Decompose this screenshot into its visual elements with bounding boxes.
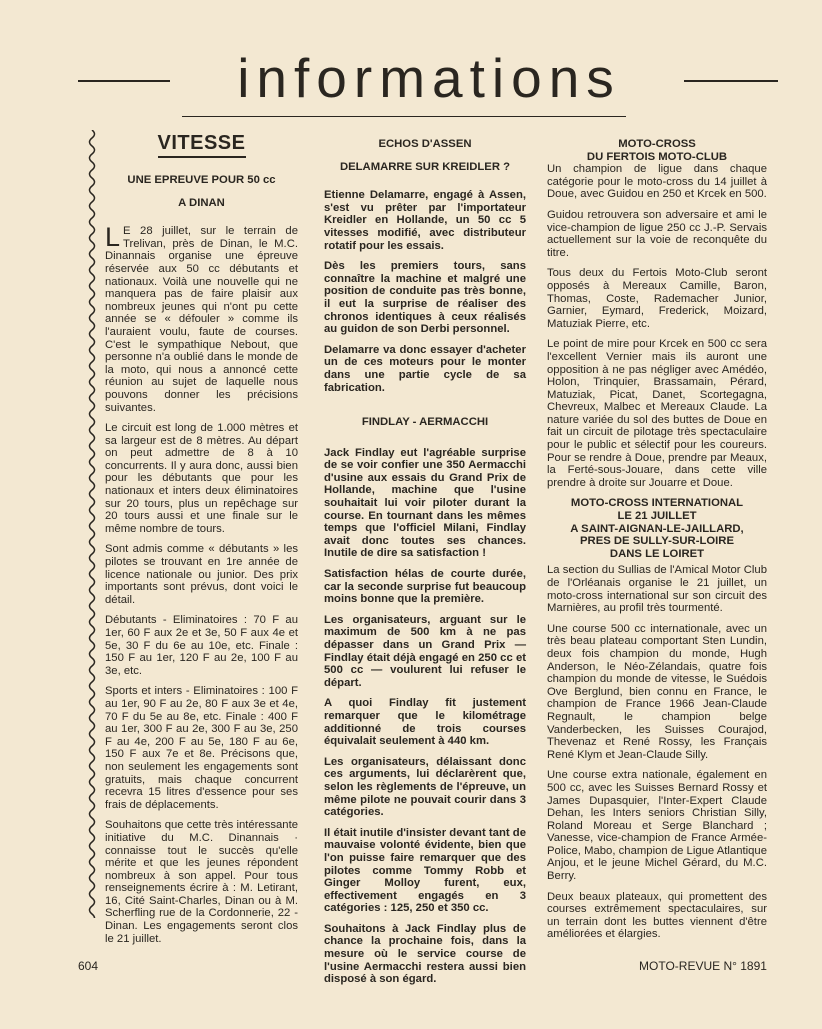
paragraph: Souhaitons à Jack Findlay plus de chance la prochaine fois, dans la mesure où le service course de l'usine Aermacchi restera aussi bien disposé à son égard. [324, 922, 526, 986]
paragraph: A quoi Findlay fit justement remarquer que le kilométrage additionné de trois courses équivalait seulement à 440 km. [324, 697, 526, 748]
paragraph: Souhaitons que cette très intéressante initiative du M.C. Dinannais · connaisse tout le succès qu'elle mérite et que les jeunes répondent nombreux à son appel. Pour tous renseignements écrire à : M. Letirant, 16, Cité Saint-Charles, Dinan ou à M. Scherfling rue de la Cordonnerie, 22 - Dinan. Les engagements seront clos le 21 juillet. [105, 819, 298, 945]
wavy-border-ornament [86, 130, 98, 918]
vitesse-heading: VITESSE [157, 132, 246, 154]
article-heading: MOTO-CROSS [618, 138, 696, 150]
paragraph: Débutants - Eliminatoires : 70 F au 1er, 60 F aux 2e et 3e, 50 F aux 4e et 5e, 30 F du 6e au 10e, etc. Finale : 150 F au 1er, 120 F au 2e, 100 F au 3e, etc. [105, 614, 298, 677]
paragraph: Delamarre va donc essayer d'acheter un de ces moteurs pour le monter dans une partie cycle de sa fabrication. [324, 343, 526, 394]
article-kicker: UNE EPREUVE POUR 50 cc [127, 174, 276, 186]
paragraph: Guidou retrouvera son adversaire et ami le vice-champion de ligue 250 cc J.-P. Servais actuellement sur la voie de reconquête du titre. [547, 208, 767, 259]
article-heading: FINDLAY - AERMACCHI [361, 416, 489, 429]
paragraph: La section du Sullias de l'Amical Motor Club de l'Orléanais organise le 21 juillet, un moto-cross international sur son circuit des Marnières, au profil très tourmenté. [547, 564, 767, 615]
masthead-underline [182, 116, 626, 117]
article-heading: DELAMARRE SUR KREIDLER ? [339, 160, 511, 173]
article-heading: MOTO-CROSS INTERNATIONAL [570, 497, 744, 510]
paragraph: Une course 500 cc internationale, avec un très beau plateau comportant Sten Lundin, deux fois champion du monde, Hugh Anderson, le Néo-Zélandais, quatre fois champion du monde de vitesse, le Suédois Ove Berglund, bien connu en France, le champion de France 1966 Jean-Claude Regnault, le champion belge Vanderbecken, les Suisses Courajod, Thevenaz et René Rossy, les Français René Klym et Jean-Claude Silly. [547, 622, 767, 761]
section-title: informations [237, 47, 621, 109]
paragraph: Le point de mire pour Krcek en 500 cc sera l'excellent Vernier mais ils auront une opposition à ne pas négliger avec Amédéo, Holon, Trinquier, Brassamain, Pérard, Matuziak, Picat, Danet, Scortegagna, Chevreux, Malbec et Mereaux Claude. La nature variée du sol des buttes de Doue en fait un circuit de pilotage très spectaculaire pour le public et sélectif pour les coureurs. Pour se rendre à Doue, prendre par Meaux, la Ferté-sous-Jouare, dans cette ville prendre à droite sur Jouarre et Doue. [547, 338, 767, 489]
paragraph: Les organisateurs, arguant sur le maximum de 500 km à ne pas dépasser dans un Grand Prix — Findlay était déjà engagé en 250 cc et 500 cc — voulurent lui refuser le départ. [324, 613, 526, 689]
paragraph: Le circuit est long de 1.000 mètres et sa largeur est de 8 mètres. Au départ on peut admettre de 8 à 10 concurrents. Il y aura donc, aussi bien pour les débutants que pour les nationaux et inters deux éliminatoires sur 20 tours, plus un repêchage sur 20 tours aussi et une finale sur le même nombre de tours. [105, 422, 298, 535]
masthead-rule-right [684, 80, 778, 82]
paragraph: Etienne Delamarre, engagé à Assen, s'est vu prêter par l'importateur Kreidler en Hollande, un 50 cc 5 vitesses modifié, avec distributeur rotatif pour les essais. [324, 189, 526, 252]
article-heading: LE 21 JUILLET [617, 510, 697, 523]
paragraph: Satisfaction hélas de courte durée, car la seconde surprise fut beaucoup moins bonne que la première. [324, 568, 526, 606]
paragraph: Jack Findlay eut l'agréable surprise de se voir confier une 350 Aermacchi d'usine aux essais du Grand Prix de Hollande, machine que l'usine souhaitait lui voir piloter durant la course. En tournant dans les mêmes temps que l'officiel Milani, Findlay avait donc toutes ses chances. Inutile de dire sa satisfaction ! [324, 446, 526, 560]
article-heading: DU FERTOIS MOTO-CLUB [586, 150, 728, 163]
paragraph: Deux beaux plateaux, qui promettent des courses extrêmement spectaculaires, sur un terrain dont les buttes viennent d'être améliorées et élargies. [547, 890, 767, 941]
paragraph: Il était inutile d'insister devant tant de mauvaise volonté évidente, bien que l'on puisse faire remarquer que des pilotes comme Tommy Robb et Ginger Molloy furent, eux, effectivement engagés en 3 catégories : 125, 250 et 350 cc. [324, 826, 526, 915]
paragraph: Sont admis comme « débutants » les pilotes se trouvant en 1re année de licence nationale ou junior. Des prix importants sont prévus, dont voici le détail. [105, 543, 298, 606]
paragraph: Dès les premiers tours, sans connaître la machine et malgré une position de conduite pas très bonne, il eut la surprise de réaliser des chronos identiques à ceux réalisés au guidon de son Derbi personnel. [324, 260, 526, 336]
paragraph: L E 28 juillet, sur le terrain de Trelivan, près de Dinan, le M.C. Dinannais organise une épreuve réservée aux 50 cc débutants et nationaux. Voilà une nouvelle qui ne manquera pas de faire plaisir aux nombreux jeunes qui n'ont pu cette année se « défouler » comme ils l'auraient voulu, faute de courses. C'est le sympathique Nebout, que personne n'a oublié dans le monde de la moto, qui nous a annoncé cette réunion au sujet de laquelle nous pouvons donner les précisions suivantes. [105, 222, 298, 414]
paragraph: Un champion de ligue dans chaque catégorie pour le moto-cross du 14 juillet à Doue, avec Guidou en 250 et Krcek en 500. [547, 163, 767, 201]
drop-cap: L [105, 222, 121, 253]
column-vitesse [105, 130, 298, 953]
column-echos-assen [324, 130, 526, 994]
article-heading: DANS LE LOIRET [609, 547, 705, 560]
magazine-issue: MOTO-REVUE N° 1891 [639, 959, 767, 973]
masthead [78, 48, 778, 108]
vitesse-underline [158, 156, 246, 158]
masthead-rule-left [78, 80, 170, 82]
paragraph: Une course extra nationale, également en 500 cc, avec les Suisses Bernard Rossy et James Dupasquier, l'Inter-Expert Claude Dehan, les Inters seniors Christian Silly, Roland Moreau et Serge Blanchard ; Vanesse, vice-champion de France Armée-Police, Mabo, champion de Ligue Atlantique Anjou, et le jeune Michel Gérard, du M.C. Berry. [547, 769, 767, 883]
article-heading: PRES DE SULLY-SUR-LOIRE [580, 535, 734, 548]
article-heading: ECHOS D'ASSEN [378, 138, 472, 150]
paragraph: Les organisateurs, délaissant donc ces arguments, lui déclarèrent que, selon les règlements de l'épreuve, un même pilote ne pouvait courir dans 3 catégories. [324, 755, 526, 819]
paragraph: Tous deux du Fertois Moto-Club seront opposés à Mereaux Camille, Baron, Thomas, Coste, Rademacher Junior, Garnier, Eymard, Frederick, Moizard, Matuziak Pierre, etc. [547, 267, 767, 330]
column-moto-cross [547, 130, 767, 949]
article-heading: A SAINT-AIGNAN-LE-JAILLARD, [570, 522, 744, 535]
paragraph: Sports et inters - Eliminatoires : 100 F au 1er, 90 F au 2e, 80 F aux 3e et 4e, 70 F du 5e au 8e, etc. Finale : 400 F au 1er, 300 F au 2e, 300 F au 3e, 250 F au 4e, 200 F au 5e, 180 F au 6e, 150 F aux 7e et 8e. Précisons que, non seulement les engagements sont gratuits, mais chaque concurrent recevra 15 litres d'essence pour ses frais de déplacements. [105, 685, 298, 811]
article-headline: A DINAN [178, 196, 225, 209]
page-number: 604 [78, 959, 99, 973]
